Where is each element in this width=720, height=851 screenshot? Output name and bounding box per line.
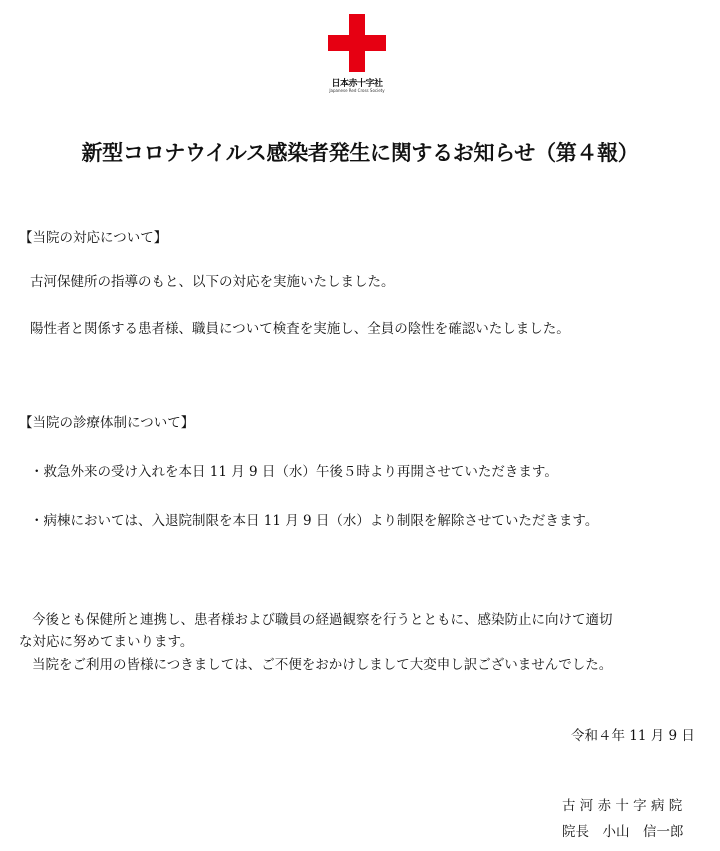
- logo-org-name-en: Japanese Red Cross Society: [329, 88, 385, 93]
- signature-director: 院長 小山 信一郎: [562, 824, 684, 840]
- red-cross-icon-horizontal: [328, 35, 386, 51]
- section2-item-1: ・救急外来の受け入れを本日 11 月 9 日（水）午後５時より再開させていただきます。: [30, 464, 558, 480]
- closing-line-2: な対応に努めてまいります。: [19, 634, 194, 650]
- red-cross-logo: [326, 14, 388, 98]
- notice-date: 令和４年 11 月 9 日: [571, 728, 695, 744]
- closing-line-3: 当院をご利用の皆様につきましては、ご不便をおかけしまして大変申し訳ございませんでした。: [32, 657, 613, 673]
- logo-org-name: 日本赤十字社: [331, 79, 383, 89]
- section1-heading: 【当院の対応について】: [19, 230, 168, 246]
- closing-line-1: 今後とも保健所と連携し、患者様および職員の経過観察を行うとともに、感染防止に向けて適切: [32, 612, 613, 628]
- section1-line-2: 陽性者と関係する患者様、職員について検査を実施し、全員の陰性を確認いたしました。: [30, 321, 570, 337]
- section2-heading: 【当院の診療体制について】: [19, 415, 195, 431]
- page-title: 新型コロナウイルス感染者発生に関するお知らせ（第４報）: [81, 140, 639, 165]
- section2-item-2: ・病棟においては、入退院制限を本日 11 月 9 日（水）より制限を解除させていただきます。: [30, 513, 599, 529]
- section1-line-1: 古河保健所の指導のもと、以下の対応を実施いたしました。: [30, 274, 395, 290]
- signature-hospital: 古 河 赤 十 字 病 院: [562, 798, 683, 814]
